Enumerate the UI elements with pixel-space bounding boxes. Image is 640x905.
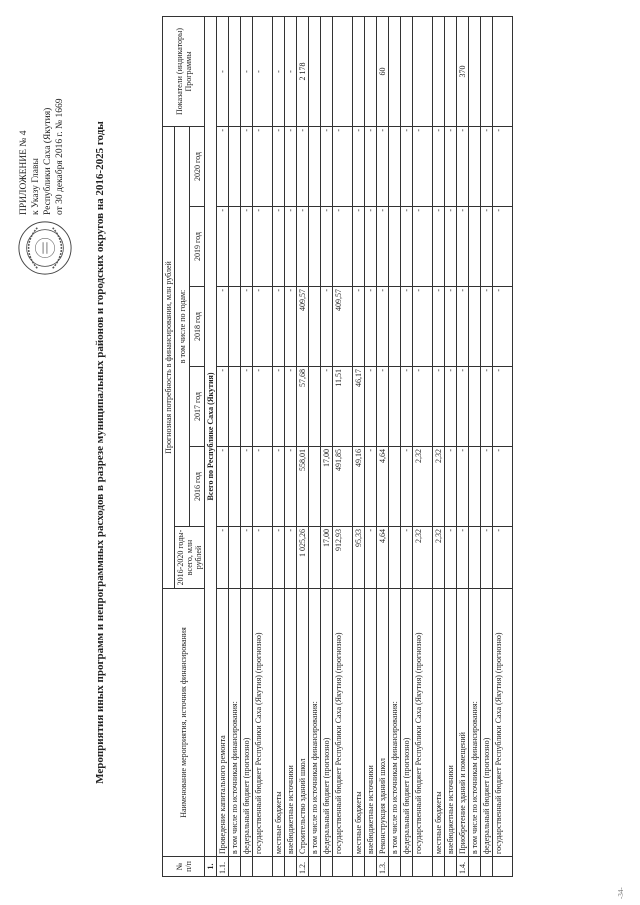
value-total: 2,32 <box>433 527 445 589</box>
value-2017 <box>229 367 241 447</box>
row-number: 1.2. <box>297 857 309 877</box>
value-2020: - <box>377 126 389 206</box>
section-row <box>205 16 217 876</box>
value-indicator <box>493 16 513 126</box>
value-2020 <box>469 126 481 206</box>
row-name: в том числе по источникам финансирования: <box>229 589 241 857</box>
table-row <box>273 16 285 876</box>
value-total: - <box>273 527 285 589</box>
value-2019: - <box>353 207 365 287</box>
value-2019: - <box>333 207 353 287</box>
value-2016: 558,01 <box>297 447 309 527</box>
col-header-2017: 2017 год <box>190 367 205 447</box>
value-indicator: 60 <box>377 16 389 126</box>
value-2017: - <box>457 367 469 447</box>
table-row <box>377 16 389 876</box>
table-row <box>457 16 469 876</box>
value-total: - <box>445 527 457 589</box>
value-2019: - <box>273 207 285 287</box>
value-2020: - <box>365 126 377 206</box>
row-number <box>241 857 253 877</box>
value-2017: - <box>377 367 389 447</box>
row-name: федеральный бюджет (прогнозно) <box>401 589 413 857</box>
table-row <box>389 16 401 876</box>
row-name: государственный бюджет Республики Саха (Якутия) (прогнозно) <box>493 589 513 857</box>
value-indicator: - <box>253 16 273 126</box>
value-2016: 2,32 <box>433 447 445 527</box>
value-2017: - <box>433 367 445 447</box>
section-title: Всего по Республике Саха (Якутия) <box>205 16 217 856</box>
value-2019 <box>309 207 321 287</box>
value-2020: - <box>353 126 365 206</box>
table-row <box>333 16 353 876</box>
value-2019: - <box>457 207 469 287</box>
value-2017: - <box>413 367 433 447</box>
row-name: местные бюджеты <box>273 589 285 857</box>
col-header-forecast: Прогнозная потребность в финансировании, млн рублей <box>163 126 175 588</box>
table-row <box>365 16 377 876</box>
value-total <box>309 527 321 589</box>
value-2018: - <box>413 287 433 367</box>
value-2018 <box>309 287 321 367</box>
row-name: в том числе по источникам финансирования: <box>309 589 321 857</box>
value-2018: - <box>401 287 413 367</box>
value-indicator <box>309 16 321 126</box>
value-2020: - <box>253 126 273 206</box>
table-row <box>253 16 273 876</box>
col-header-2016: 2016 год <box>190 447 205 527</box>
value-2020: - <box>493 126 513 206</box>
value-2017: 11,51 <box>333 367 353 447</box>
value-2019 <box>229 207 241 287</box>
value-total: - <box>253 527 273 589</box>
value-2017: - <box>481 367 493 447</box>
value-2017: - <box>365 367 377 447</box>
value-total: - <box>285 527 297 589</box>
value-2016: 49,16 <box>353 447 365 527</box>
value-2020: - <box>241 126 253 206</box>
row-number <box>401 857 413 877</box>
table-row <box>297 16 309 876</box>
row-name: внебюджетные источники <box>445 589 457 857</box>
value-2016: - <box>273 447 285 527</box>
value-indicator: 370 <box>457 16 469 126</box>
col-header-total: 2016-2020 годы- всего, млн рублей <box>175 527 205 589</box>
table-body <box>205 16 513 876</box>
value-2016: 2,32 <box>413 447 433 527</box>
col-header-by-years: в том числе по годам: <box>175 126 190 526</box>
value-2016: - <box>285 447 297 527</box>
value-2017: - <box>493 367 513 447</box>
value-2018: - <box>377 287 389 367</box>
value-total: - <box>241 527 253 589</box>
row-name: государственный бюджет Республики Саха (Якутия) (прогнозно) <box>253 589 273 857</box>
value-indicator <box>413 16 433 126</box>
table-row <box>309 16 321 876</box>
value-2020: - <box>457 126 469 206</box>
value-2019: - <box>433 207 445 287</box>
value-2018: 409,57 <box>333 287 353 367</box>
row-number <box>445 857 457 877</box>
row-number <box>493 857 513 877</box>
value-2017 <box>309 367 321 447</box>
value-indicator: - <box>285 16 297 126</box>
row-number <box>433 857 445 877</box>
value-total: 17,00 <box>321 527 333 589</box>
row-number <box>389 857 401 877</box>
value-indicator <box>401 16 413 126</box>
appendix-header <box>18 15 66 215</box>
row-name: федеральный бюджет (прогнозно) <box>241 589 253 857</box>
value-total: - <box>493 527 513 589</box>
row-name: Реконструкция зданий школ <box>377 589 389 857</box>
value-2020: - <box>433 126 445 206</box>
value-2020: - <box>285 126 297 206</box>
row-number: 1.4. <box>457 857 469 877</box>
value-indicator <box>481 16 493 126</box>
value-total <box>229 527 241 589</box>
row-number <box>229 857 241 877</box>
value-2018: - <box>217 287 229 367</box>
table-row <box>353 16 365 876</box>
value-2018: - <box>493 287 513 367</box>
row-name: государственный бюджет Республики Саха (Якутия) (прогнозно) <box>333 589 353 857</box>
value-total: - <box>401 527 413 589</box>
value-indicator: 2 178 <box>297 16 309 126</box>
value-total: 1 025,26 <box>297 527 309 589</box>
value-2016 <box>229 447 241 527</box>
value-2017 <box>389 367 401 447</box>
row-number <box>285 857 297 877</box>
value-2019: - <box>493 207 513 287</box>
value-2018: - <box>445 287 457 367</box>
table-row <box>493 16 513 876</box>
value-total: - <box>217 527 229 589</box>
value-2019: - <box>413 207 433 287</box>
value-2019: - <box>365 207 377 287</box>
row-name: внебюджетные источники <box>285 589 297 857</box>
value-2020: - <box>413 126 433 206</box>
value-2019: - <box>241 207 253 287</box>
value-2017: - <box>217 367 229 447</box>
value-indicator: - <box>241 16 253 126</box>
table-row <box>321 16 333 876</box>
row-name: государственный бюджет Республики Саха (Якутия) (прогнозно) <box>413 589 433 857</box>
row-number <box>353 857 365 877</box>
value-2016: - <box>241 447 253 527</box>
table-row <box>481 16 493 876</box>
value-2016 <box>309 447 321 527</box>
row-number <box>469 857 481 877</box>
value-2020: - <box>401 126 413 206</box>
row-name: местные бюджеты <box>433 589 445 857</box>
value-2018: - <box>457 287 469 367</box>
row-number: 1.1. <box>217 857 229 877</box>
official-seal <box>16 219 74 277</box>
table-row <box>229 16 241 876</box>
col-header-2019: 2019 год <box>190 207 205 287</box>
value-2016: 17,00 <box>321 447 333 527</box>
value-indicator <box>229 16 241 126</box>
value-total: - <box>481 527 493 589</box>
row-number <box>309 857 321 877</box>
value-2018: - <box>273 287 285 367</box>
value-2020: - <box>321 126 333 206</box>
value-2016: 4,64 <box>377 447 389 527</box>
value-2016: - <box>493 447 513 527</box>
value-2016: - <box>457 447 469 527</box>
value-2017: - <box>285 367 297 447</box>
value-2020 <box>229 126 241 206</box>
document-title: Мероприятия иных программ и непрограммных расходов в разрезе муниципальных районов и городских округов на 2016-2025 годы <box>94 121 106 784</box>
row-name: местные бюджеты <box>353 589 365 857</box>
col-header-name: Наименование мероприятия, источник финансирования <box>163 589 205 857</box>
row-number: 1. <box>205 857 217 877</box>
value-2019: - <box>321 207 333 287</box>
row-name: внебюджетные источники <box>365 589 377 857</box>
value-total: 912,93 <box>333 527 353 589</box>
value-2018 <box>229 287 241 367</box>
row-number <box>321 857 333 877</box>
value-total: - <box>457 527 469 589</box>
value-2019: - <box>217 207 229 287</box>
value-2020 <box>389 126 401 206</box>
value-2017: 57,68 <box>297 367 309 447</box>
value-2020: - <box>297 126 309 206</box>
value-2016: - <box>481 447 493 527</box>
col-header-number: № п/п <box>163 857 205 877</box>
value-2019: - <box>297 207 309 287</box>
table-row <box>413 16 433 876</box>
value-2018: - <box>433 287 445 367</box>
table-row <box>285 16 297 876</box>
value-2016: - <box>445 447 457 527</box>
value-2016: - <box>365 447 377 527</box>
table-row <box>469 16 481 876</box>
value-total: 4,64 <box>377 527 389 589</box>
row-number <box>413 857 433 877</box>
value-indicator: - <box>217 16 229 126</box>
row-number: 1.3. <box>377 857 389 877</box>
value-2018: - <box>353 287 365 367</box>
value-2017: - <box>321 367 333 447</box>
value-2017: - <box>241 367 253 447</box>
col-header-2020: 2020 год <box>190 126 205 206</box>
value-2017: - <box>401 367 413 447</box>
value-2019: - <box>377 207 389 287</box>
value-indicator <box>445 16 457 126</box>
value-2018: - <box>285 287 297 367</box>
appendix-line-4: от 30 декабря 2016 г. № 1669 <box>55 98 65 215</box>
value-2018 <box>389 287 401 367</box>
value-2016 <box>389 447 401 527</box>
table-row <box>241 16 253 876</box>
value-2019: - <box>401 207 413 287</box>
row-number <box>481 857 493 877</box>
value-2018: - <box>481 287 493 367</box>
value-2016: - <box>253 447 273 527</box>
value-2019 <box>389 207 401 287</box>
value-total <box>389 527 401 589</box>
value-2018: - <box>253 287 273 367</box>
value-indicator <box>353 16 365 126</box>
value-2019: - <box>481 207 493 287</box>
value-2018 <box>469 287 481 367</box>
col-header-2018: 2018 год <box>190 287 205 367</box>
value-2017 <box>469 367 481 447</box>
value-indicator <box>469 16 481 126</box>
value-2018: 409,57 <box>297 287 309 367</box>
value-2016: 491,85 <box>333 447 353 527</box>
value-indicator: - <box>273 16 285 126</box>
value-indicator <box>433 16 445 126</box>
value-total <box>469 527 481 589</box>
value-2016: - <box>217 447 229 527</box>
value-2017: 46,17 <box>353 367 365 447</box>
row-name: Приобретение зданий и помещений <box>457 589 469 857</box>
row-name: Проведение капитального ремонта <box>217 589 229 857</box>
value-2020: - <box>481 126 493 206</box>
margin-mark: -34- <box>617 887 625 899</box>
value-total: - <box>365 527 377 589</box>
row-name: Строительство зданий школ <box>297 589 309 857</box>
value-2019 <box>469 207 481 287</box>
row-number <box>365 857 377 877</box>
value-2019: - <box>285 207 297 287</box>
table-row <box>445 16 457 876</box>
value-2020 <box>309 126 321 206</box>
row-name: федеральный бюджет (прогнозно) <box>321 589 333 857</box>
row-number <box>253 857 273 877</box>
value-2017: - <box>273 367 285 447</box>
value-indicator <box>365 16 377 126</box>
value-2017: - <box>253 367 273 447</box>
value-2020: - <box>217 126 229 206</box>
value-2018: - <box>365 287 377 367</box>
appendix-line-3: Республики Саха (Якутия) <box>43 107 53 215</box>
col-header-indicators: Показатели (индикаторы) Программы <box>163 16 205 126</box>
value-2016 <box>469 447 481 527</box>
value-2016: - <box>401 447 413 527</box>
appendix-line-1: ПРИЛОЖЕНИЕ № 4 <box>19 130 29 215</box>
value-2019: - <box>253 207 273 287</box>
value-indicator <box>333 16 353 126</box>
row-name: федеральный бюджет (прогнозно) <box>481 589 493 857</box>
value-total: 2,32 <box>413 527 433 589</box>
value-2019: - <box>445 207 457 287</box>
table-row <box>217 16 229 876</box>
row-name: в том числе по источникам финансирования: <box>389 589 401 857</box>
value-indicator <box>389 16 401 126</box>
funding-table <box>162 16 513 877</box>
row-number <box>333 857 353 877</box>
table-row <box>433 16 445 876</box>
value-indicator <box>321 16 333 126</box>
appendix-line-2: к Указу Главы <box>31 158 41 215</box>
value-total: 95,33 <box>353 527 365 589</box>
value-2020: - <box>273 126 285 206</box>
row-number <box>273 857 285 877</box>
value-2018: - <box>321 287 333 367</box>
value-2018: - <box>241 287 253 367</box>
row-name: в том числе по источникам финансирования: <box>469 589 481 857</box>
value-2020: - <box>333 126 353 206</box>
value-2020: - <box>445 126 457 206</box>
table-row <box>401 16 413 876</box>
value-2017: - <box>445 367 457 447</box>
